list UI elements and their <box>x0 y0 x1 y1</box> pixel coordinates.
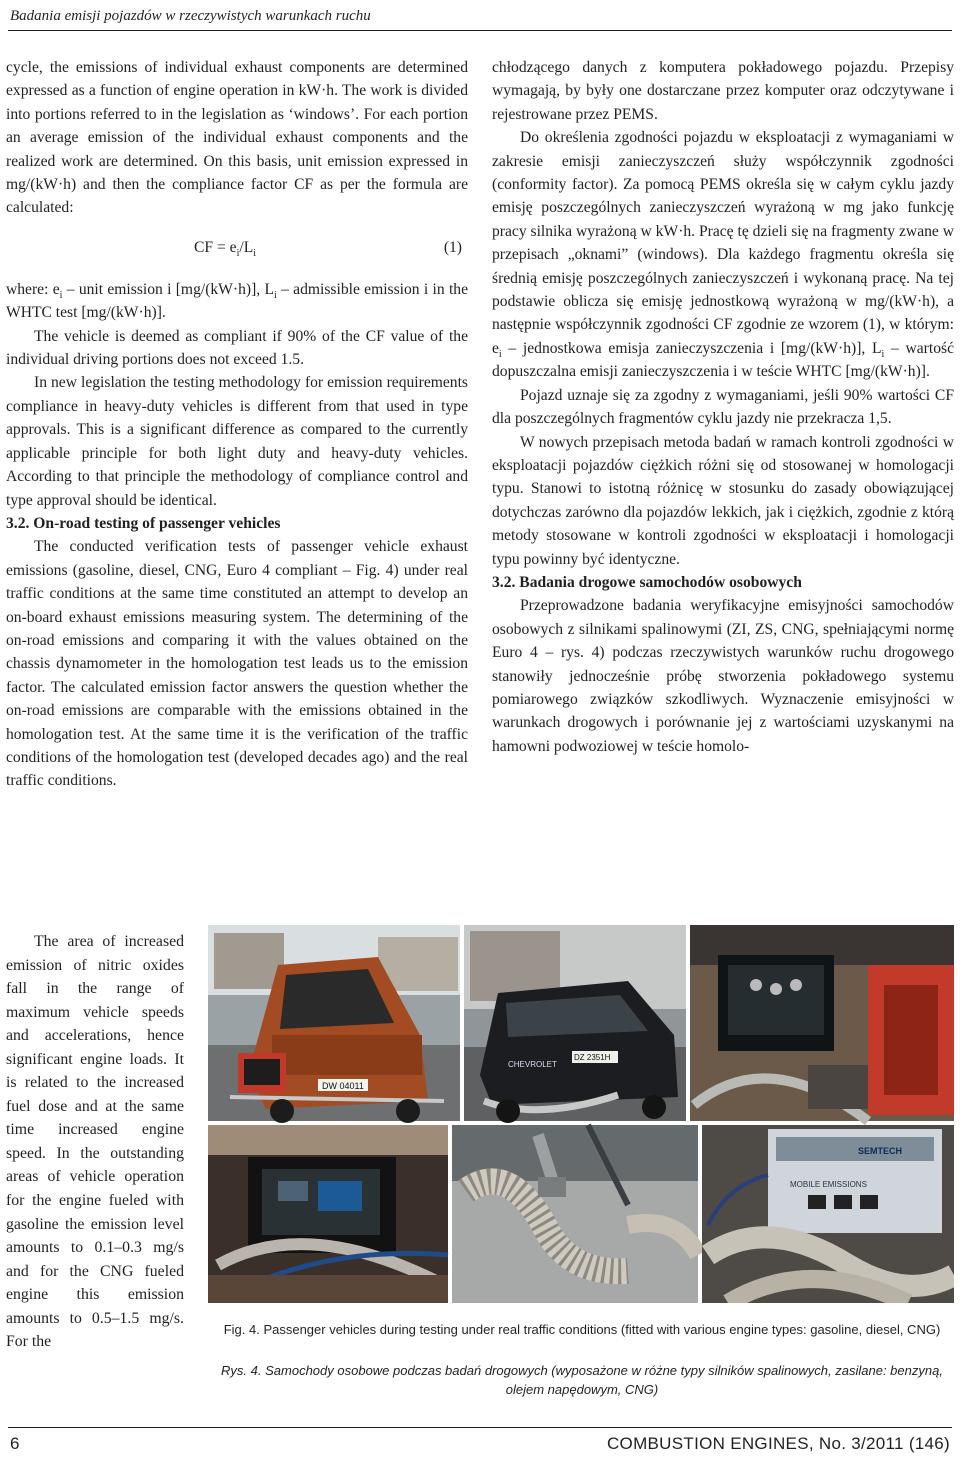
right-paragraph-5: Przeprowadzone badania weryfikacyjne emisyjności samochodów osobowych z silnikami spalinowymi (ZI, ZS, CNG, spełniającymi normę Euro 4 – rys. 4) podczas rzeczywistych warunków ruchu drogowego stanowiły jednocześnie próbę stworzenia pokładowego systemu pomiarowego związków szkodliwych. Wyznaczenie emisyjności w warunkach drogowych i porównanie jej z wartościami uzyskanymi na hamowni podwoziowej w teście homolo- <box>492 597 954 755</box>
formula-number: (1) <box>443 238 462 256</box>
right-paragraph-1: chłodzącego danych z komputera pokładowego pojazdu. Przepisy wymagają, by były one dostarczane przez komputer oraz odczytywane i rejestrowane przez PEMS. <box>492 59 954 123</box>
left-paragraph-1: cycle, the emissions of individual exhaust components are determined expressed as a function of engine operation in kW·h. The work is divided into portions referred to in the legislation as ‘windows’. For each portion an average emission of the individual exhaust components and the realized work are determined. On this basis, unit emission expressed in mg/(kW·h) and then the compliance factor CF as per the formula are calculated: <box>6 59 468 217</box>
photo-pems-device <box>702 1125 954 1303</box>
left-paragraph-5: The area of increased emission of nitric oxides fall in the range of maximum vehicle speeds and accelerations, hence significant engine loads. It is related to the increased fuel dose and at the same time increased engine speed. In the outstanding areas of vehicle operation for the engine fueled with gasoline the emission level amounts to 0.1–0.3 mg/s and for the CNG fueled engine this emission amounts to 0.5–1.5 mg/s. For the <box>6 933 184 1351</box>
device-label: SEMTECH <box>858 1146 903 1156</box>
journal-title: COMBUSTION ENGINES, No. 3/2011 (146) <box>606 1434 950 1453</box>
device-label-2: MOBILE EMISSIONS <box>790 1180 867 1189</box>
plate-1: DW 04011 <box>322 1081 364 1091</box>
formula-where: where: $e_i$ – unit emission i [mg/(kW·h)], $L_i$ – admissible emission i in the WHTC test [mg/(kW·h)]. <box>6 280 468 322</box>
formula-expression: CF = $e_i/L_i$ <box>194 238 257 259</box>
section-heading-en: 3.2. On-road testing of passenger vehicles <box>6 514 281 532</box>
plate-2: DZ 2351H <box>574 1053 611 1062</box>
left-narrow-column <box>6 930 184 1354</box>
figure-caption-en: Fig. 4. Passenger vehicles during testing under real traffic conditions (fitted with various engine types: gasoline, diesel, CNG) <box>223 1322 941 1337</box>
left-paragraph-2: The vehicle is deemed as compliant if 90% of the CF value of the individual driving portions does not exceed 1.5. <box>6 327 468 369</box>
photo-trunk <box>208 1125 448 1303</box>
page-number: 6 <box>10 1434 20 1453</box>
photo-van-interior <box>690 925 954 1121</box>
right-paragraph-3: Pojazd uznaje się za zgodny z wymaganiami, jeśli 90% wartości CF dla poszczególnych fragmentów cyklu jazdy nie przekracza 1,5. <box>492 386 954 428</box>
section-heading-pl: 3.2. Badania drogowe samochodów osobowych <box>492 573 802 591</box>
running-header <box>8 0 952 31</box>
right-column <box>492 56 954 758</box>
photo-collage <box>208 925 954 1303</box>
right-paragraph-2: Do określenia zgodności pojazdu w eksploatacji z wymaganiami w zakresie emisji zanieczyszczeń służy współczynnik zgodności (conformity factor). Za pomocą PEMS określa się w całym cyklu jazdy emisję poszczególnych zanieczyszczeń wyrażoną w mg jako funkcję pracy silnika wyrażoną w kW·h. Pracę tę dzieli się na fragmenty zwane w przepisach „oknami” (windows). Dla każdego fragmentu określa się średnią emisję poszczególnych zanieczyszczeń i wykonaną pracę. Na tej podstawie oblicza się emisję jednostkową wyrażoną w mg/(kW·h), a następnie współczynnik zgodności CF zgodnie ze wzorem (1), w którym: $e_i$ – jednostkowa emisja zanieczyszczenia i [mg/(kW·h)], $L_i$ – wartość dopuszczalna emisji zanieczyszczenia i w teście WHTC [mg/(kW·h)]. <box>492 129 954 381</box>
figure-4 <box>208 925 954 1303</box>
running-title: Badania emisji pojazdów w rzeczywistych warunkach ruchu <box>10 8 371 24</box>
left-paragraph-3: In new legislation the testing methodology for emission requirements compliance in heavy-duty vehicles is different from that used in type approvals. This is a significant difference as compared to the currently applicable principle for both light duty and heavy-duty vehicles. According to that principle the methodology of compliance control and type approval should be identical. <box>6 374 468 509</box>
photo-suv <box>464 925 686 1123</box>
formula-cf <box>6 220 468 278</box>
left-paragraph-4: The conducted verification tests of passenger vehicle exhaust emissions (gasoline, diesel, CNG, Euro 4 compliant – Fig. 4) under real traffic conditions at the same time constituted an attempt to develop an on-board exhaust emissions measuring system. The determining of the on-road emissions and comparing it with the values obtained on the chassis dynamometer in the homologation test leads us to the emission factor. The calculated emission factor answers the question whether the on-road emissions are comparable with the emissions obtained in the homologation test. At the same time it is the verification of the traffic conditions of the homologation test (developed decades ago) and the real traffic conditions. <box>6 538 468 790</box>
photo-exhaust <box>452 1125 698 1303</box>
figure-caption-pl: Rys. 4. Samochody osobowe podczas badań drogowych (wyposażone w różne typy silników spalinowych, zasilane: benzyną, olejem napędowym, CNG) <box>221 1363 943 1397</box>
brand-label: CHEVROLET <box>508 1060 557 1069</box>
page-footer <box>8 1427 952 1457</box>
photo-orange-car <box>208 925 460 1123</box>
left-column <box>6 56 468 793</box>
right-paragraph-4: W nowych przepisach metoda badań w ramach kontroli zgodności w eksploatacji pojazdów ciężkich różni się od stosowanej w homologacji typu. Stanowi to istotną różnicę w stosunku do zasady obowiązującej dotychczas zarówno dla pojazdów lekkich, jak i ciężkich, zgodnie z którą metody stosowane w kontroli zgodności w eksploatacji i homologacji typu powinny być identyczne. <box>492 433 954 568</box>
